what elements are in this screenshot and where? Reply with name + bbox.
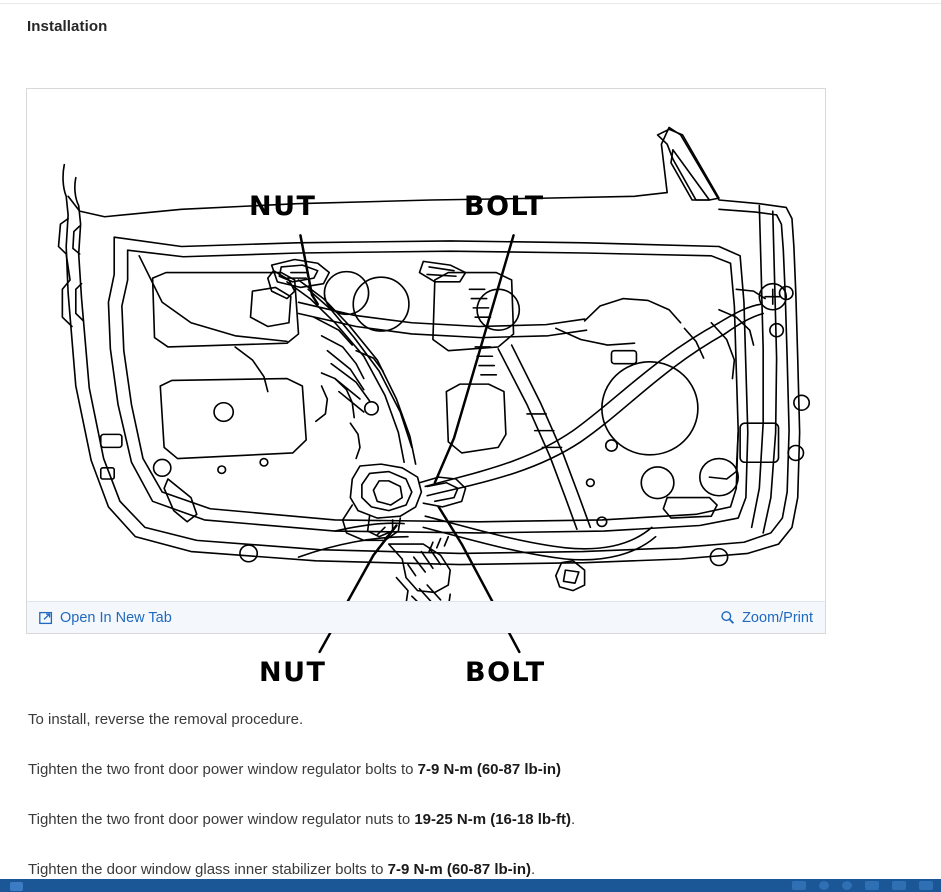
figure-label-nut-top: NUT bbox=[249, 191, 317, 222]
paragraph-text-post: . bbox=[571, 811, 576, 828]
paragraph-text-pre: Tighten the two front door power window regulator nuts to bbox=[28, 811, 415, 828]
figure-label-bolt-bottom: BOLT bbox=[465, 657, 546, 688]
search-icon[interactable] bbox=[819, 881, 829, 890]
figure-toolbar bbox=[27, 601, 825, 633]
paragraph-text-post: . bbox=[531, 861, 536, 878]
open-in-new-tab-button[interactable] bbox=[39, 610, 172, 626]
figure-container bbox=[26, 88, 826, 688]
figure-label-nut-bottom: NUT bbox=[259, 657, 327, 688]
paragraph-install-note bbox=[28, 710, 303, 730]
zoom-print-button[interactable] bbox=[720, 610, 813, 626]
torque-value: 19-25 N-m (16-18 lb-ft) bbox=[414, 811, 572, 828]
torque-value: 7-9 N-m (60-87 lb-in) bbox=[387, 861, 531, 878]
folder-icon[interactable] bbox=[865, 881, 879, 890]
browser-icon[interactable] bbox=[842, 881, 852, 890]
open-in-new-tab-label: Open In New Tab bbox=[60, 609, 172, 626]
magnifier-icon bbox=[720, 610, 735, 625]
figure-label-bolt-top: BOLT bbox=[464, 191, 545, 222]
window-icon[interactable] bbox=[792, 881, 806, 890]
paragraph-text-pre: Tighten the door window glass inner stabilizer bolts to bbox=[28, 861, 388, 878]
paragraph-stabilizer-bolts-torque bbox=[28, 860, 535, 880]
app-icon-2[interactable] bbox=[919, 881, 933, 890]
page-title: Installation bbox=[27, 18, 108, 35]
torque-value: 7-9 N-m (60-87 lb-in) bbox=[417, 761, 562, 778]
zoom-print-label: Zoom/Print bbox=[742, 609, 813, 626]
paragraph-text: To install, reverse the removal procedure. bbox=[28, 711, 304, 728]
paragraph-regulator-bolts-torque bbox=[28, 760, 561, 780]
open-in-new-tab-icon bbox=[39, 611, 53, 625]
paragraph-text-pre: Tighten the two front door power window regulator bolts to bbox=[28, 761, 418, 778]
taskbar-app-area[interactable] bbox=[792, 881, 933, 890]
start-button-icon[interactable] bbox=[10, 882, 23, 891]
os-taskbar[interactable] bbox=[0, 879, 941, 892]
paragraph-regulator-nuts-torque bbox=[28, 810, 575, 830]
taskbar-start-area[interactable] bbox=[10, 882, 29, 891]
app-icon[interactable] bbox=[892, 881, 906, 890]
